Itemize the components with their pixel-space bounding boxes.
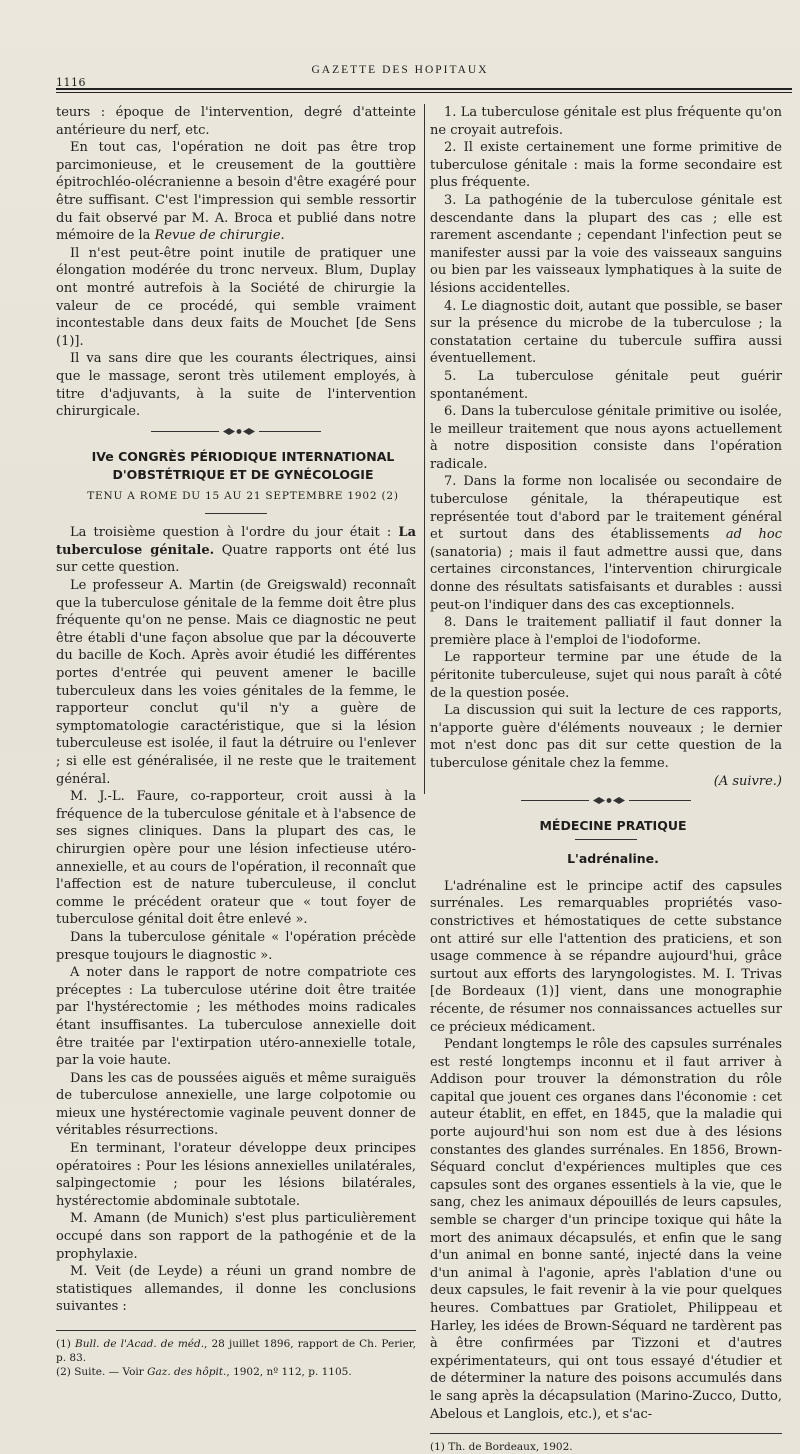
ornament-divider [151,427,321,436]
topic-highlight: La tuberculose génitale. [56,525,416,558]
footnote: (1) Bull. de l'Acad. de méd., 28 juillet 1896, rapport de Ch. Perier, p. 83. [56,1338,416,1364]
paragraph: En terminant, l'orateur développe deux principes opératoires : Pour les lésions annexielles unilatérales, salpingectomie ; pour les lésions bilatérales, hystérectomie abdominale subtotale. [56,1141,416,1209]
paragraph: Pendant longtemps le rôle des capsules surrénales est resté longtemps inconnu et il faut arriver à Addison pour trouver la démonstration du rôle capital que jouent ces organes dans l'économie : cet auteur établit, en effet, en 1845, que la maladie qui porte aujourd'hui son nom est due à des lésions constantes des glandes surrénales. En 1856, Brown-Séquard conclut d'expériences multiples que ces capsules sont des organes essentiels à la vie, que le sang, chez les animaux dépouillés de leurs capsules, semble se charger d'un principe toxique qui hâte la mort des animaux décapsulés, et enfin que le sang d'un animal en bonne santé, injecté dans la veine d'un animal à l'agonie, après l'ablation d'une ou deux capsules, le fait revenir à la vie pour quelques heures. Combattues par Gratiolet, Philippeau et Harley, les idées de Brown-Séquard ne tardèrent pas à être confirmées par Tizzoni et d'autres expérimentateurs, qui ont tous essayé d'étudier et de déterminer la nature des poisons accumulés dans le sang après la décapsulation (Marino-Zucco, Dutto, Abelous et Langlois, etc.), et s'ac- [430,1037,782,1422]
paragraph: M. J.-L. Faure, co-rapporteur, croit aussi à la fréquence de la tuberculose génitale et à l'absence de ses signes cliniques. Dans la plupart des cas, le chirurgien opère pour une lésion infectieuse utéro-annexielle, et au cours de l'opération, il reconnaît que l'affection est de nature tuberculeuse, il conclut comme le précédent orateur que « tout foyer de tuberculose génital doit être enlevé ». [56,789,416,928]
conclusion-item: 8. Dans le traitement palliatif il faut donner la première place à l'emploi de l'iodoforme. [430,615,782,648]
conclusion-item: 6. Dans la tuberculose génitale primitive ou isolée, le meilleur traitement que nous ayons actuellement à notre disposition consiste dans l'opération radicale. [430,404,782,472]
conclusion-item: 2. Il existe certainement une forme primitive de tuberculose génitale : mais la forme secondaire est plus fréquente. [430,140,782,191]
to-be-continued: (A suivre.) [713,773,782,789]
journal-title: GAZETTE DES HOPITAUX [311,64,489,76]
section-title: MÉDECINE PRATIQUE [539,818,687,834]
page-header [0,58,800,98]
paragraph: Dans la tuberculose génitale « l'opération précède presque toujours le diagnostic ». [56,929,416,963]
paragraph: M. Amann (de Munich) s'est plus particulièrement occupé dans son rapport de la pathogénie et de la prophylaxie. [56,1211,416,1262]
paragraph: Dans les cas de poussées aiguës et même suraiguës de tuberculose annexielle, une large colpotomie ou mieux une hystérectomie vaginale peuvent donner de véritables résurrections. [56,1070,416,1139]
congress-dates: TENU A ROME DU 15 AU 21 SEPTEMBRE 1902 (2) [87,489,399,502]
conclusion-item: 7. Dans la forme non localisée ou secondaire de tuberculose génitale, la thérapeutique est représentée tout d'abord par le traitement général et surtout dans des établissements ad hoc (sanatoria) ; mais il faut admettre aussi que, dans certaines circonstances, l'intervention chirurgicale donne des résultats satisfaisants et durables : aussi peut-on l'indiquer dans des cas exceptionnels. [430,474,783,613]
paragraph: Le rapporteur termine par une étude de la péritonite tuberculeuse, sujet qui nous paraît à côté de la question posée. [430,650,782,701]
footnote-rule [56,1330,416,1331]
congress-heading: D'OBSTÉTRIQUE ET DE GYNÉCOLOGIE [112,466,374,482]
column-divider [424,104,425,794]
footnote: (2) Suite. — Voir Gaz. des hôpit., 1902, nº 112, p. 1105. [56,1366,352,1378]
header-rule [56,88,792,93]
paragraph: A noter dans le rapport de notre compatriote ces préceptes : La tuberculose utérine doit être traitée par l'hystérectomie ; les méthodes moins radicales étant insuffisantes. La tuberculose annexielle doit être traitée par l'extirpation utéro-annexielle totale, par la voie haute. [56,965,416,1069]
short-rule [205,513,267,514]
paragraph: M. Veit (de Leyde) a réuni un grand nombre de statistiques allemandes, il donne les conclusions suivantes : [56,1264,416,1315]
paragraph: La troisième question à l'ordre du jour était : La tuberculose génitale. Quatre rapports ont été lus sur cette question. [56,525,416,576]
conclusion-item: 5. La tuberculose génitale peut guérir spontanément. [430,368,782,402]
paragraph: Il va sans dire que les courants électriques, ainsi que le massage, seront très utilement employés, à titre d'adjuvants, à la suite de l'intervention chirurgicale. [56,351,416,420]
paragraph: La discussion qui suit la lecture de ces rapports, n'apporte guère d'éléments nouveaux ; le dernier mot n'est donc pas dit sur cette question de la tuberculose génitale chez la femme. [430,703,782,771]
short-rule [575,839,637,840]
paragraph: L'adrénaline est le principe actif des capsules surrénales. Les remarquables propriétés vaso-constrictives et hémostatiques de cette substance ont attiré sur elle l'attention des praticiens, et son usage commence à se répandre aujourd'hui, grâce surtout aux efforts des laryngologistes. M. I. Trivas [de Bordeaux (1)] vient, dans une monographie récente, de résumer nos connaissances actuelles sur ce précieux médicament. [430,878,782,1035]
paragraph: Il n'est peut-être point inutile de pratiquer une élongation modérée du tronc nerveux. Blum, Duplay ont montré autrefois à la Société de chirurgie la valeur de ce procédé, qui semble vraiment incontestable dans deux faits de Mouchet [de Sens (1)]. [56,245,416,349]
journal-reference: Revue de chirurgie. [154,228,285,244]
conclusion-item: 3. La pathogénie de la tuberculose génitale est descendante dans la plupart des cas ; elle est rarement ascendante ; cependant l'infection peut se manifester aussi par la voie des vaisseaux sanguins ou bien par les vaisseaux lymphatiques à la suite de lésions accidentelles. [430,192,782,296]
ornament-divider [521,796,691,805]
congress-heading: IVe CONGRÈS PÉRIODIQUE INTERNATIONAL [91,448,395,464]
paragraph: teurs : époque de l'intervention, degré d'atteinte antérieure du nerf, etc. [56,105,416,138]
left-column [56,104,416,1379]
right-column [430,104,782,1454]
conclusion-item: 1. La tuberculose génitale est plus fréquente qu'on ne croyait autrefois. [430,105,782,138]
footnote: (1) Th. de Bordeaux, 1902. [430,1441,573,1454]
article-title: L'adrénaline. [567,851,659,867]
footnote-rule [430,1433,782,1434]
conclusion-item: 4. Le diagnostic doit, autant que possible, se baser sur la présence du microbe de la tuberculose ; la constatation certaine du tubercule suffira aussi éventuellement. [430,298,782,367]
page-number: 1116 [56,76,86,89]
paragraph: En tout cas, l'opération ne doit pas être trop parcimonieuse, et le creusement de la gouttière épitrochléo-olécranienne a besoin d'être exagéré pour être suffisant. C'est l'impression qui semble ressortir du fait observé par M. A. Broca et publié dans notre mémoire de la Revue de chirurgie. [56,140,416,244]
paragraph: Le professeur A. Martin (de Greigswald) reconnaît que la tuberculose génitale de la femme doit être plus fréquente qu'on ne pense. Mais ce diagnostic ne peut être établi d'une façon absolue que par la découverte du bacille de Koch. Après avoir étudié les différentes portes d'entrée qui peuvent amener le bacille tuberculeux dans les voies génitales de la femme, le rapporteur conclut qu'il n'y a guère de symptomatologie caractéristique, que si la lésion tuberculeuse est isolée, il faut la détruire ou l'enlever ; si elle est généralisée, il ne reste que le traitement général. [56,578,416,787]
